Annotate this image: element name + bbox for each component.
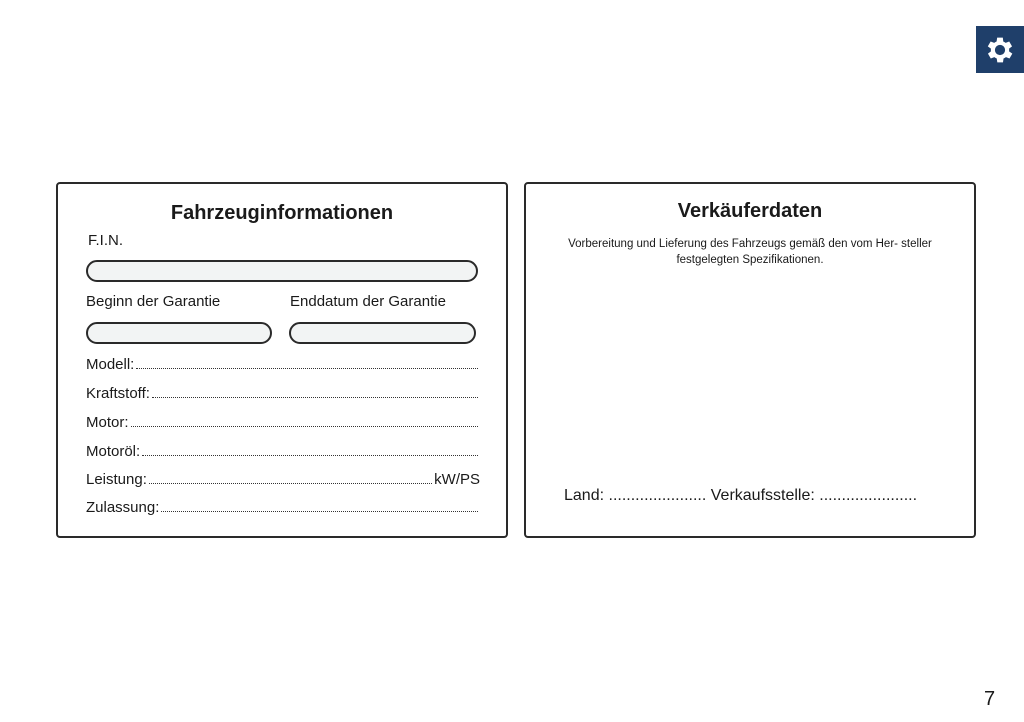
warranty-start-field[interactable] (86, 322, 272, 344)
power-line[interactable] (86, 471, 480, 488)
country-label: Land: (564, 487, 605, 504)
warranty-start-label: Beginn der Garantie (86, 293, 221, 310)
model-label: Modell: (86, 356, 135, 373)
model-line[interactable] (86, 356, 480, 373)
seller-info-title: Verkäuferdaten (677, 200, 823, 222)
power-label: Leistung: (86, 471, 147, 488)
registration-label: Zulassung: (86, 499, 160, 516)
vehicle-info-title: Fahrzeuginformationen (170, 202, 394, 224)
vehicle-info-card (56, 182, 508, 538)
registration-line[interactable] (86, 499, 480, 516)
dealer-field[interactable]: ...................... (819, 487, 918, 504)
engine-line[interactable] (86, 414, 480, 431)
page-number: 7 (984, 688, 996, 710)
seller-location-line (564, 487, 917, 505)
fuel-line[interactable] (86, 385, 480, 402)
engine-oil-label: Motoröl: (86, 443, 141, 460)
country-field[interactable]: ...................... (608, 487, 707, 504)
vin-label: F.I.N. (88, 232, 124, 249)
engine-label: Motor: (86, 414, 129, 431)
seller-info-card (524, 182, 976, 538)
gear-icon (983, 33, 1017, 67)
power-unit: kW/PS (434, 471, 480, 488)
fuel-label: Kraftstoff: (86, 385, 150, 402)
dealer-label: Verkaufsstelle: (710, 487, 815, 504)
vin-field[interactable] (86, 260, 478, 282)
engine-oil-line[interactable] (86, 443, 480, 460)
settings-tab[interactable] (976, 26, 1024, 73)
warranty-end-label: Enddatum der Garantie (290, 293, 446, 310)
seller-description: Vorbereitung und Lieferung des Fahrzeugs gemäß den vom Her- steller festgelegten Spezifikationen. (568, 238, 932, 266)
warranty-end-field[interactable] (289, 322, 476, 344)
